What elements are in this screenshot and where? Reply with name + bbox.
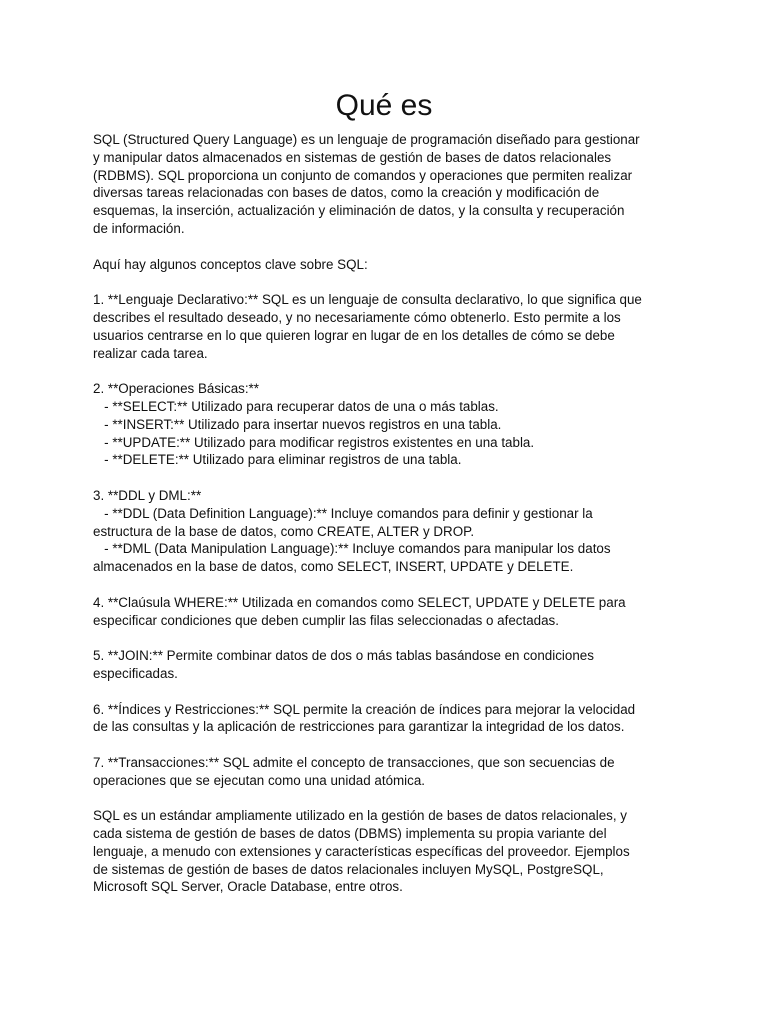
paragraph-spacer <box>93 629 693 647</box>
text-line: - **DELETE:** Utilizado para eliminar registros de una tabla. <box>93 452 462 468</box>
text-line: esquemas, la inserción, actualización y eliminación de datos, y la consulta y recuperación <box>93 203 625 219</box>
text-line: SQL es un estándar ampliamente utilizado en la gestión de bases de datos relacionales, y <box>93 808 627 824</box>
paragraph <box>93 647 693 683</box>
paragraph <box>93 291 693 362</box>
text-line: - **UPDATE:** Utilizado para modificar registros existentes en una tabla. <box>93 434 535 450</box>
paragraph <box>93 380 693 469</box>
text-line: 6. **Índices y Restricciones:** SQL permite la creación de índices para mejorar la velocidad <box>93 701 636 717</box>
text-line: 7. **Transacciones:** SQL admite el concepto de transacciones, que son secuencias de <box>93 754 615 770</box>
text-line: SQL (Structured Query Language) es un lenguaje de programación diseñado para gestionar <box>93 132 640 147</box>
text-line: 3. **DDL y DML:** <box>93 487 202 503</box>
text-line: - **DDL (Data Definition Language):** Incluye comandos para definir y gestionar la <box>93 505 593 521</box>
text-line: Microsoft SQL Server, Oracle Database, entre otros. <box>93 879 403 895</box>
text-line: realizar cada tarea. <box>93 345 208 361</box>
paragraph <box>93 807 693 896</box>
text-line: 4. **Claúsula WHERE:** Utilizada en comandos como SELECT, UPDATE y DELETE para <box>93 594 626 610</box>
paragraph <box>93 256 693 274</box>
text-line: lenguaje, a menudo con extensiones y características específicas del proveedor. Ejemplos <box>93 843 630 859</box>
paragraph-spacer <box>93 362 693 380</box>
page-title: Qué es <box>335 89 433 122</box>
paragraph-spacer <box>93 683 693 701</box>
text-line: - **DML (Data Manipulation Language):** Incluye comandos para manipular los datos <box>93 541 611 557</box>
text-line: - **SELECT:** Utilizado para recuperar datos de una o más tablas. <box>93 398 499 414</box>
paragraph-spacer <box>93 469 693 487</box>
text-line: y manipular datos almacenados en sistemas de gestión de bases de datos relacionales <box>93 149 612 165</box>
text-line: diversas tareas relacionadas con bases de datos, como la creación y modificación de <box>93 185 600 201</box>
paragraph-spacer <box>93 789 693 807</box>
paragraph-spacer <box>93 273 693 291</box>
paragraph <box>93 701 693 737</box>
paragraph <box>93 594 693 630</box>
paragraph <box>93 754 693 790</box>
text-line: Aquí hay algunos conceptos clave sobre SQL: <box>93 256 368 272</box>
text-line: 5. **JOIN:** Permite combinar datos de dos o más tablas basándose en condiciones <box>93 648 594 664</box>
text-line: 1. **Lenguaje Declarativo:** SQL es un lenguaje de consulta declarativo, lo que significa que <box>93 292 642 308</box>
text-line: especificadas. <box>93 665 178 681</box>
document-body <box>93 131 693 896</box>
paragraph-spacer <box>93 736 693 754</box>
text-line: - **INSERT:** Utilizado para insertar nuevos registros en una tabla. <box>93 416 502 432</box>
text-line: almacenados en la base de datos, como SELECT, INSERT, UPDATE y DELETE. <box>93 559 574 575</box>
text-line: operaciones que se ejecutan como una unidad atómica. <box>93 772 426 788</box>
text-line: usuarios centrarse en lo que quieren lograr en lugar de en los detalles de cómo se debe <box>93 327 615 343</box>
text-line: describes el resultado deseado, y no necesariamente cómo obtenerlo. Esto permite a los <box>93 309 621 325</box>
text-line: 2. **Operaciones Básicas:** <box>93 381 259 397</box>
text-line: (RDBMS). SQL proporciona un conjunto de comandos y operaciones que permiten realizar <box>93 167 633 183</box>
paragraph-spacer <box>93 576 693 594</box>
paragraph <box>93 487 693 576</box>
text-line: estructura de la base de datos, como CREATE, ALTER y DROP. <box>93 523 475 539</box>
paragraph <box>93 131 693 238</box>
text-line: de las consultas y la aplicación de restricciones para garantizar la integridad de los datos. <box>93 719 625 735</box>
paragraph-spacer <box>93 238 693 256</box>
text-line: especificar condiciones que deben cumplir las filas seleccionadas o afectadas. <box>93 612 559 628</box>
text-line: cada sistema de gestión de bases de datos (DBMS) implementa su propia variante del <box>93 826 607 842</box>
text-line: de sistemas de gestión de bases de datos relacionales incluyen MySQL, PostgreSQL, <box>93 861 604 877</box>
text-line: de información. <box>93 220 185 236</box>
